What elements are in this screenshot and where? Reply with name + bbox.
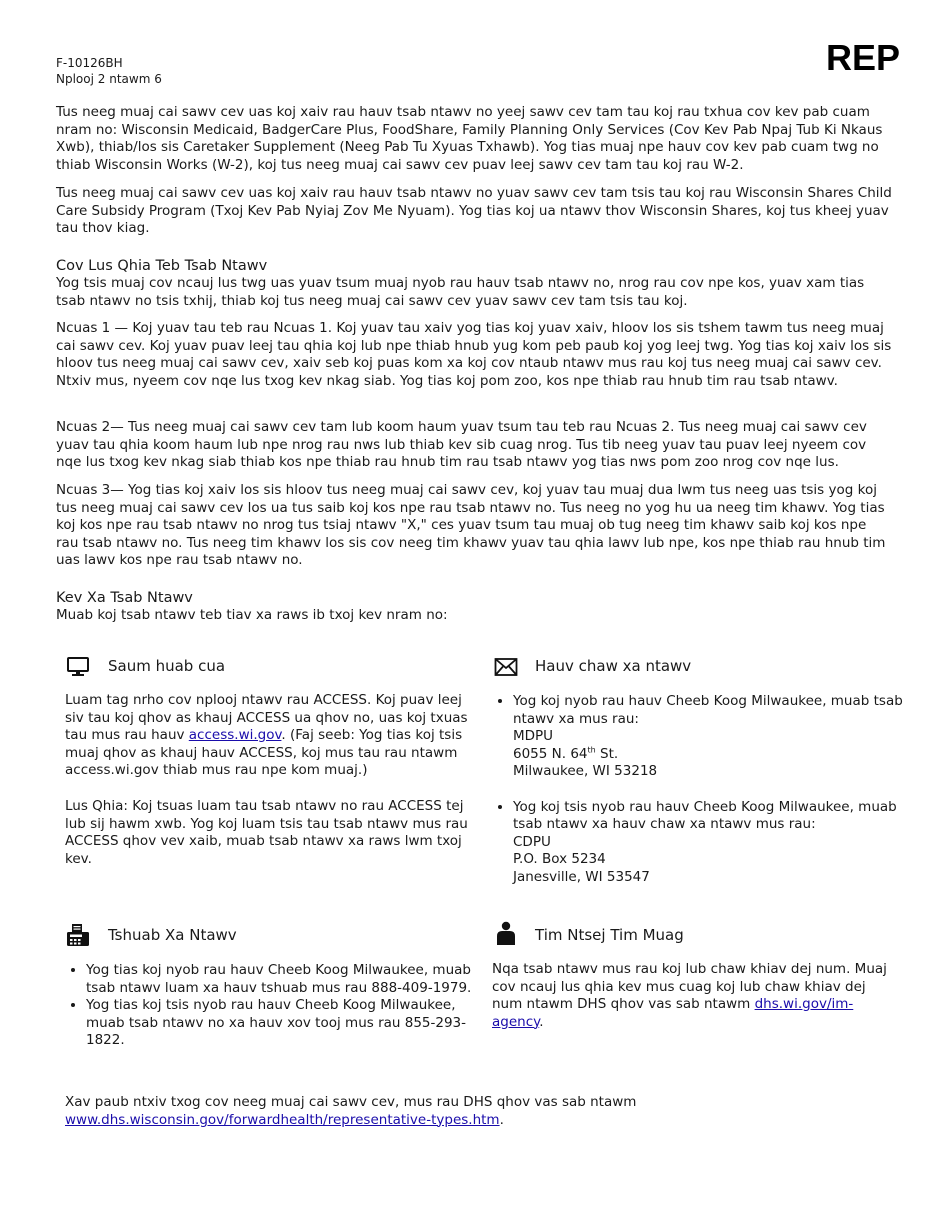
mail-milwaukee-street-end: St.: [595, 745, 619, 762]
online-paragraph-1: [65, 692, 473, 780]
footer-text: Xav paub ntxiv txog cov neeg muaj cai sawv cev, mus rau DHS qhov vas sab ntawm: [65, 1094, 637, 1110]
mail-other-po-box: P.O. Box 5234: [513, 851, 606, 867]
mail-milwaukee-city: Milwaukee, WI 53218: [513, 763, 658, 779]
section-3-label: Ncuas 3: [56, 482, 111, 498]
mail-milwaukee-name: MDPU: [513, 728, 554, 744]
mail-other-name: CDPU: [513, 833, 551, 850]
mail-address-milwaukee: [513, 693, 913, 781]
instructions-title: Cov Lus Qhia Teb Tsab Ntawv: [56, 258, 268, 274]
mail-address-other: [513, 799, 913, 887]
envelope-icon: [494, 655, 518, 679]
mail-milwaukee-intro: Yog koj nyob rau hauv Cheeb Koog Milwaukee, muab tsab ntawv xa mus rau:: [513, 693, 903, 727]
form-id: F-10126BH: [56, 56, 123, 70]
section-3-instructions: [56, 482, 892, 570]
fax-milwaukee: • Yog tias koj nyob rau hauv Cheeb Koog Milwaukee, muab tsab ntawv luam xa hauv tshuab mus rau 888-409-1979.: [86, 962, 496, 997]
im-agency-link[interactable]: dhs.wi.gov/im-agency: [492, 996, 854, 1030]
person-icon: [494, 921, 518, 945]
online-method-title: Saum huab cua: [108, 657, 226, 675]
online-paragraph-2: Lus Qhia: Koj tsuas luam tau tsab ntawv no rau ACCESS tej lub sij hawm xwb. Yog koj luam tsis tau tsab ntawv mus rau ACCESS qhov vev xaib, muab tsab ntawv xa raws lwm txoj kev.: [65, 798, 468, 867]
section-2-text: — Tus neeg muaj cai sawv cev tam lub koom haum yuav tsum tau teb rau Ncuas 2. Tus neeg muaj cai sawv cev yuav tau qhia koom haum lub npe nrog rau nws lub thiab kev sib cuag nrog. Tus tib neeg yuav tau puav leej nyeem cov nqe lus txog kev nkag siab thiab kos npe thiab rau hnub tim rau tsab ntawv yog tias nws pom zoo nrog cov nqe lus.: [56, 419, 867, 470]
online-text-after-link: . (Faj seeb: Yog tias koj tsis muaj qhov as khauj hauv ACCESS, koj mus tau rau ntawm access.wi.gov thiab mus rau npe kom muaj.): [65, 727, 463, 778]
fax-number-list: [65, 962, 496, 1050]
section-2-instructions: [56, 419, 892, 472]
in-person-method-title: Tim Ntsej Tim Muag: [535, 926, 684, 944]
fax-other: • Yog tias koj tsis nyob rau hauv Cheeb Koog Milwaukee, muab tsab ntawv no xa hauv xov tooj mus rau 855-293-1822.: [86, 997, 496, 1050]
in-person-text-end: .: [539, 1013, 544, 1030]
mail-method-title: Hauv chaw xa ntawv: [535, 657, 692, 675]
section-2-label: Ncuas 2: [56, 419, 111, 435]
online-text-before-link: Luam tag nrho cov nplooj ntawv rau ACCESS. Koj puav leej siv tau koj qhov as khauj ACCESS ua qhov no, uas koj txuas tau mus rau hauv: [65, 692, 468, 743]
mail-other-intro: Yog koj tsis nyob rau hauv Cheeb Koog Milwaukee, muab tsab ntawv xa hauv chaw xa ntawv mus rau:: [513, 798, 897, 832]
section-1-instructions: [56, 320, 892, 390]
section-1-label: Ncuas 1: [56, 320, 111, 336]
computer-monitor-icon: [66, 655, 90, 679]
in-person-paragraph: [492, 961, 896, 1031]
mail-other-city: Janesville, WI 53547: [513, 868, 650, 885]
form-badge: REP: [826, 37, 901, 78]
fax-machine-icon: [66, 923, 90, 947]
footer-text-end: .: [499, 1111, 504, 1128]
intro-paragraph-2: Tus neeg muaj cai sawv cev uas koj xaiv rau hauv tsab ntawv no yuav sawv cev tam tsis tau koj rau Wisconsin Shares Child Care Subsidy Program (Txoj Kev Pab Nyiaj Zov Me Nyuam). Yog tias koj ua ntawv thov Wisconsin Shares, koj tus kheej yuav tau thov kiag.: [56, 185, 892, 236]
mail-milwaukee-street-suffix: th: [587, 745, 596, 754]
footer-paragraph: [65, 1094, 885, 1129]
section-1-text: — Koj yuav tau teb rau Ncuas 1. Koj yuav tau xaiv yog tias koj yuav xaiv, hloov los sis tshem tawm tus neeg muaj cai sawv cev. Koj yuav puav leej tau qhia koj lub npe thiab hnub yug kom peb paub koj yog leej twg. Yog tias koj xaiv los sis hloov tus neeg muaj cai sawv cev, xaiv seb koj puas kom xa koj cov ntaub ntawv mus rau koj tus neeg muaj cai sawv cev. Ntxiv mus, nyeem cov nqe lus txog kev nkag siab. Yog tias koj pom zoo, kos npe thiab rau hnub tim rau tsab ntawv.: [56, 320, 892, 389]
section-3-text: — Yog tias koj xaiv los sis hloov tus neeg muaj cai sawv cev, koj yuav tau muaj dua lwm tus neeg uas tsis yog koj tus neeg muaj cai sawv cev los ua tus saib koj kos npe rau tsab ntawv no. Tus neeg no yog hu ua neeg tim khawv. Yog tias koj kos npe rau tsab ntawv no nrog tus tsiaj ntawv "X," ces yuav tsum tau muaj ob tug neeg tim khawv saib koj kos npe rau tsab ntawv no. Tus neeg tim khawv los sis cov neeg tim khawv yuav tau qhia lawv lub npe, kos npe thiab rau hnub tim uas lawv kos npe rau tsab ntawv no.: [56, 482, 886, 568]
in-person-text: Nqa tsab ntawv mus rau koj lub chaw khiav dej num. Muaj cov ncauj lus qhia kev mus cuag koj lub chaw khiav dej num ntawm DHS qhov vas sab ntawm: [492, 961, 887, 1012]
submit-body: Muab koj tsab ntawv teb tiav xa raws ib txoj kev nram no:: [56, 607, 448, 623]
representative-types-link[interactable]: www.dhs.wisconsin.gov/forwardhealth/representative-types.htm: [65, 1111, 500, 1128]
mail-milwaukee-street: [513, 746, 618, 762]
submit-title: Kev Xa Tsab Ntawv: [56, 590, 193, 606]
instructions-body: Yog tsis muaj cov ncauj lus twg uas yuav tsum muaj nyob rau hauv tsab ntawv no, nrog rau cov npe kos, yuav xam tias tsab ntawv no tsis txhij, thiab koj tus neeg muaj cai sawv cev yuav sawv cev tam tsis tau koj.: [56, 275, 865, 309]
intro-paragraph-1: Tus neeg muaj cai sawv cev uas koj xaiv rau hauv tsab ntawv no yeej sawv cev tam tau koj rau txhua cov kev pab cuam nram no: Wisconsin Medicaid, BadgerCare Plus, FoodShare, Family Planning Only Services (Cov Kev Pab Npaj Tub Ki Nkaus Xwb), thiab/los sis Caretaker Supplement (Neeg Pab Tu Xyuas Txhawb). Yog tias muaj npe hauv cov kev pab cuam twg no thiab Wisconsin Works (W-2), koj tus neeg muaj cai sawv cev puav leej sawv cev tam tau koj rau W-2.: [56, 104, 883, 173]
fax-method-title: Tshuab Xa Ntawv: [108, 926, 237, 944]
mail-milwaukee-street-number: 6055 N. 64: [513, 745, 588, 762]
access-link[interactable]: access.wi.gov: [188, 727, 282, 743]
mail-address-list: [492, 693, 913, 886]
page-label: Nplooj 2 ntawm 6: [56, 72, 162, 86]
